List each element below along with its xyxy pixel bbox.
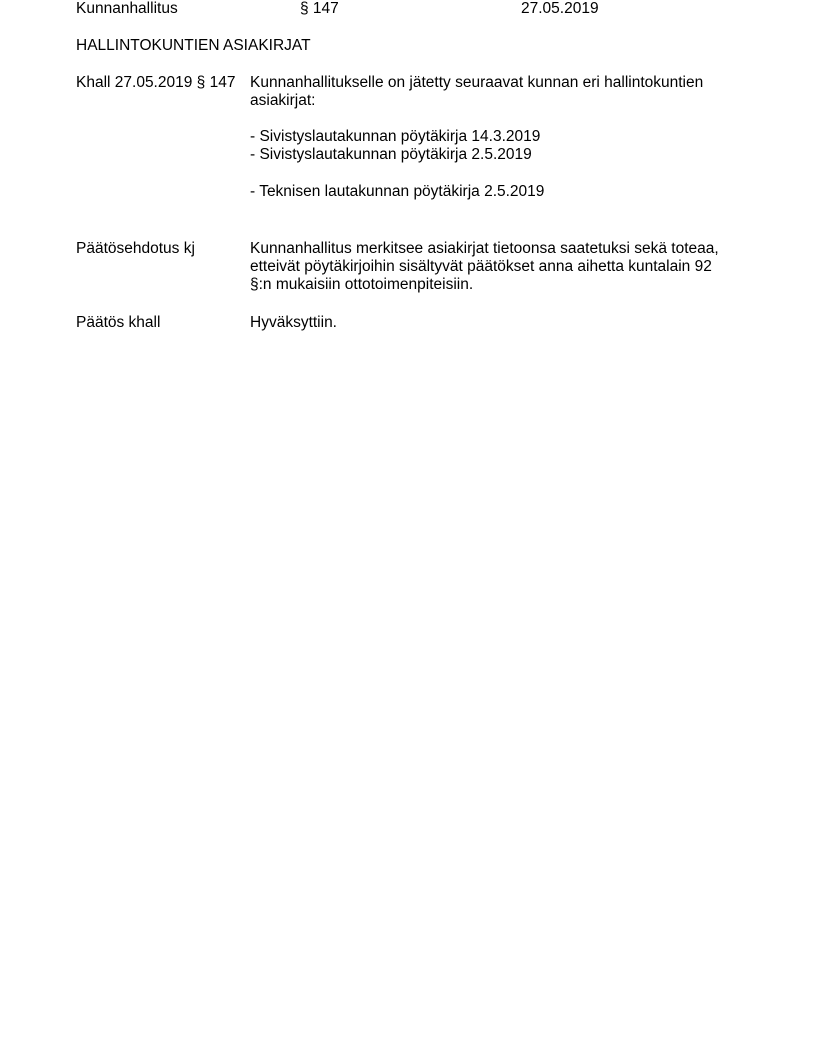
proposal-line: etteivät pöytäkirjoihin sisältyvät päätökset anna aihetta kuntalain 92 [250,258,712,275]
proposal-text [250,240,770,294]
header-organ: Kunnanhallitus [76,0,178,17]
header-section-number: § 147 [300,0,339,17]
list-item: - Sivistyslautakunnan pöytäkirja 2.5.2019 [250,146,532,163]
list-item: - Teknisen lautakunnan pöytäkirja 2.5.2019 [250,183,545,200]
list-item: - Sivistyslautakunnan pöytäkirja 14.3.2019 [250,128,541,145]
document-list-1 [250,128,770,164]
item-label: Khall 27.05.2019 § 147 [76,74,236,91]
item-intro [250,74,770,110]
decision-label: Päätös khall [76,314,161,331]
proposal-label: Päätösehdotus kj [76,240,195,257]
proposal-line: §:n mukaisiin ottotoimenpiteisiin. [250,276,474,293]
decision-text: Hyväksyttiin. [250,314,337,331]
header-date: 27.05.2019 [521,0,599,17]
item-intro-line: Kunnanhallitukselle on jätetty seuraavat kunnan eri hallintokuntien [250,74,704,91]
document-title: HALLINTOKUNTIEN ASIAKIRJAT [76,37,311,54]
proposal-line: Kunnanhallitus merkitsee asiakirjat tietoonsa saatetuksi sekä toteaa, [250,240,719,257]
document-list-2 [250,183,770,201]
item-intro-line: asiakirjat: [250,92,316,109]
